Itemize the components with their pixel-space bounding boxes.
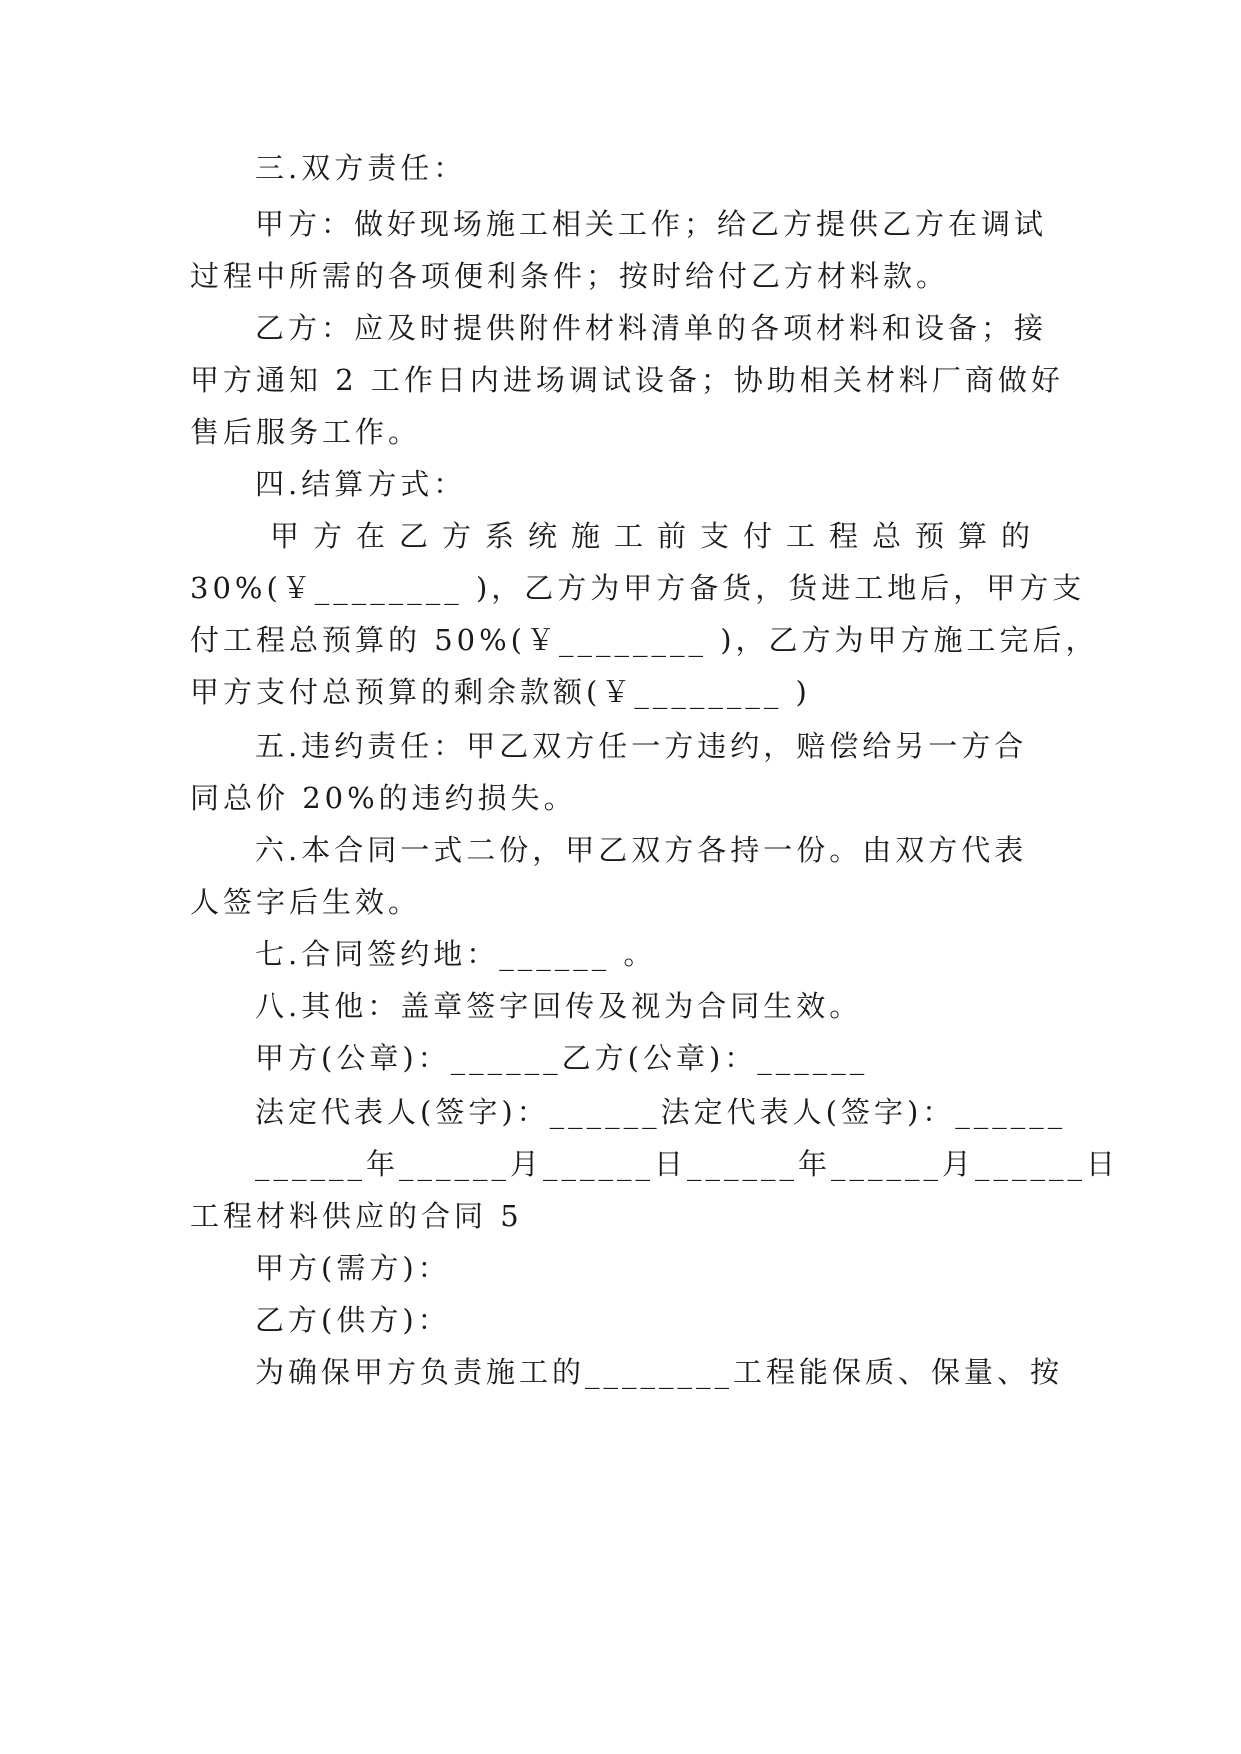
paragraph-line: 甲方在乙方系统施工前支付工程总预算的 <box>270 519 1045 553</box>
party-a-line: 甲方(需方)： <box>255 1251 451 1285</box>
section-8-line: 八.其他：盖章签字回传及视为合同生效。 <box>255 989 863 1023</box>
paragraph-line: 甲方支付总预算的剩余款额(￥________ ) <box>190 675 811 709</box>
section-6-line: 六.本合同一式二份，甲乙双方各持一份。由双方代表 <box>255 833 1028 867</box>
paragraph-line: 过程中所需的各项便利条件；按时给付乙方材料款。 <box>190 259 950 293</box>
paragraph-line: 人签字后生效。 <box>190 885 422 919</box>
paragraph-line: 付工程总预算的 50%(￥________ )，乙方为甲方施工完后， <box>190 623 1099 657</box>
paragraph-line: 售后服务工作。 <box>190 415 422 449</box>
seal-line: 甲方(公章)：______乙方(公章)：______ <box>255 1041 869 1075</box>
paragraph-line: 乙方：应及时提供附件材料清单的各项材料和设备；接 <box>255 311 1048 345</box>
section-3-heading: 三.双方责任： <box>255 151 467 185</box>
section-5-line: 五.违约责任：甲乙双方任一方违约，赔偿给另一方合 <box>255 729 1028 763</box>
paragraph-line: 同总价 20%的违约损失。 <box>190 781 577 815</box>
signature-line: 法定代表人(签字)：______法定代表人(签字)：______ <box>255 1095 1067 1129</box>
section-4-heading: 四.结算方式： <box>255 467 467 501</box>
contract-title: 工程材料供应的合同 5 <box>190 1199 523 1233</box>
paragraph-line: 甲方：做好现场施工相关工作；给乙方提供乙方在调试 <box>255 207 1048 241</box>
paragraph-line: 30%(￥________ )，乙方为甲方备货，货进工地后，甲方支 <box>190 571 1086 605</box>
paragraph-line: 为确保甲方负责施工的________工程能保质、保量、按 <box>255 1355 1064 1389</box>
paragraph-line: 甲方通知 2 工作日内进场调试设备；协助相关材料厂商做好 <box>190 363 1064 397</box>
date-line: ______年______月______日______年______月______日 <box>255 1147 1120 1181</box>
section-7-line: 七.合同签约地：______ 。 <box>255 937 657 971</box>
party-b-line: 乙方(供方)： <box>255 1303 451 1337</box>
